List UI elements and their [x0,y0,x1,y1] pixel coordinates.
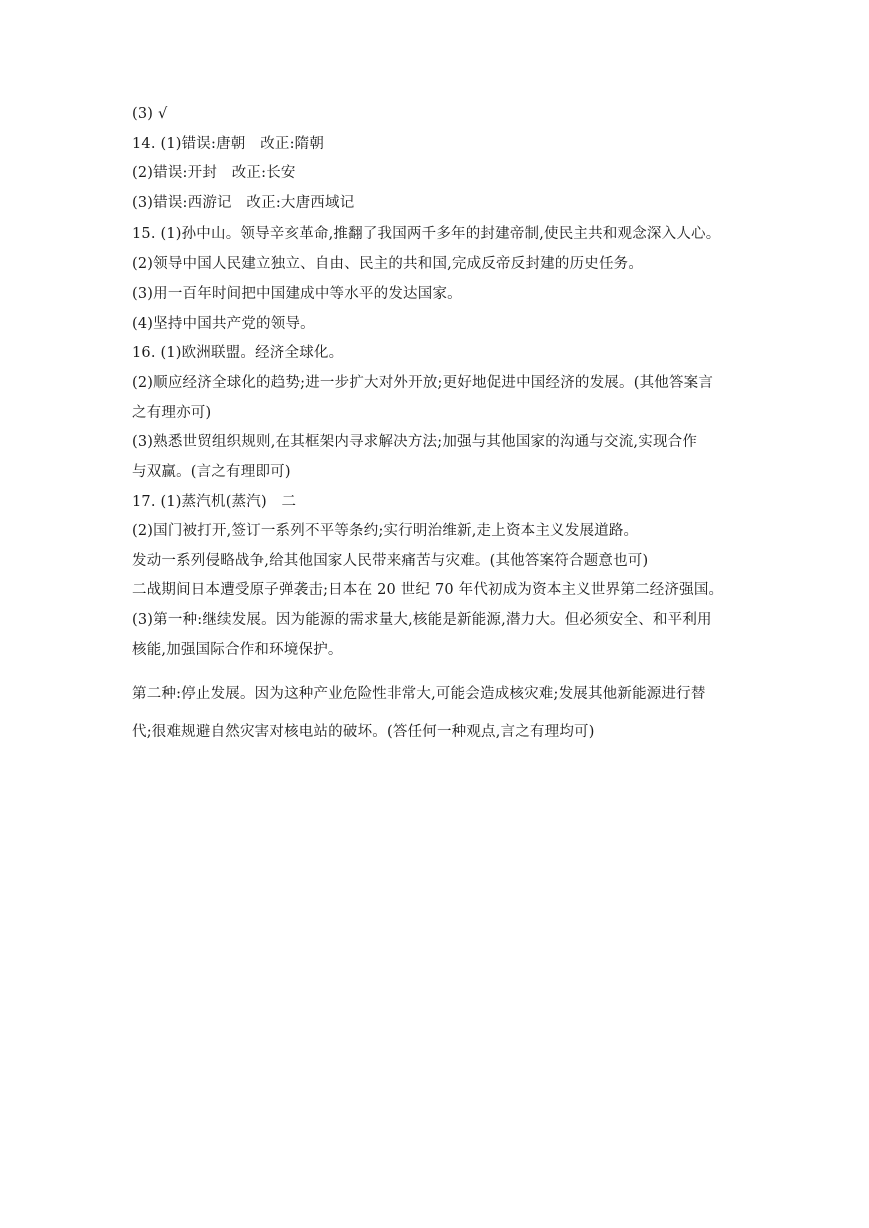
answer-line-16-3: (3)熟悉世贸组织规则,在其框架内寻求解决方法;加强与其他国家的沟通与交流,实现合作 [132,434,698,450]
answer-line-13-3: (3) √ [132,106,168,122]
answer-line-15-1: 15. (1)孙中山。领导辛亥革命,推翻了我国两千多年的封建帝制,使民主共和观念深入人心。 [132,226,721,242]
answer-line-17-2: (2)国门被打开,签订一系列不平等条约;实行明治维新,走上资本主义发展道路。 [132,523,639,539]
answer-line-14-3: (3)错误:西游记 改正:大唐西域记 [132,195,355,211]
answer-line-14-2: (2)错误:开封 改正:长安 [132,165,296,181]
answer-line-17-2-b: 发动一系列侵略战争,给其他国家人民带来痛苦与灾难。(其他答案符合题意也可) [132,553,649,569]
answer-line-14-1: 14. (1)错误:唐朝 改正:隋朝 [132,136,325,152]
answer-line-17-3: (3)第一种:继续发展。因为能源的需求量大,核能是新能源,潜力大。但必须安全、和平利用 [132,612,712,628]
answer-line-15-4: (4)坚持中国共产党的领导。 [132,316,315,332]
answer-line-16-1: 16. (1)欧洲联盟。经济全球化。 [132,345,344,361]
answer-line-15-3: (3)用一百年时间把中国建成中等水平的发达国家。 [132,286,462,302]
answer-line-17-3-cont: 核能,加强国际合作和环境保护。 [132,642,343,658]
answer-line-15-2: (2)领导中国人民建立独立、自由、民主的共和国,完成反帝反封建的历史任务。 [132,256,644,272]
answer-line-16-2-cont: 之有理亦可) [132,405,212,421]
answer-line-17-1: 17. (1)蒸汽机(蒸汽) 二 [132,494,297,510]
answer-line-17-3-second: 第二种:停止发展。因为这种产业危险性非常大,可能会造成核灾难;发展其他新能源进行替 [132,686,706,702]
answer-line-16-3-cont: 与双赢。(言之有理即可) [132,464,291,480]
answer-line-17-3-second-cont: 代;很难规避自然灾害对核电站的破坏。(答任何一种观点,言之有理均可) [132,724,595,740]
answer-line-16-2: (2)顺应经济全球化的趋势;进一步扩大对外开放;更好地促进中国经济的发展。(其他答案言 [132,375,714,391]
answer-line-17-2-c: 二战期间日本遭受原子弹袭击;日本在 20 世纪 70 年代初成为资本主义世界第二经济强国。 [132,582,724,598]
